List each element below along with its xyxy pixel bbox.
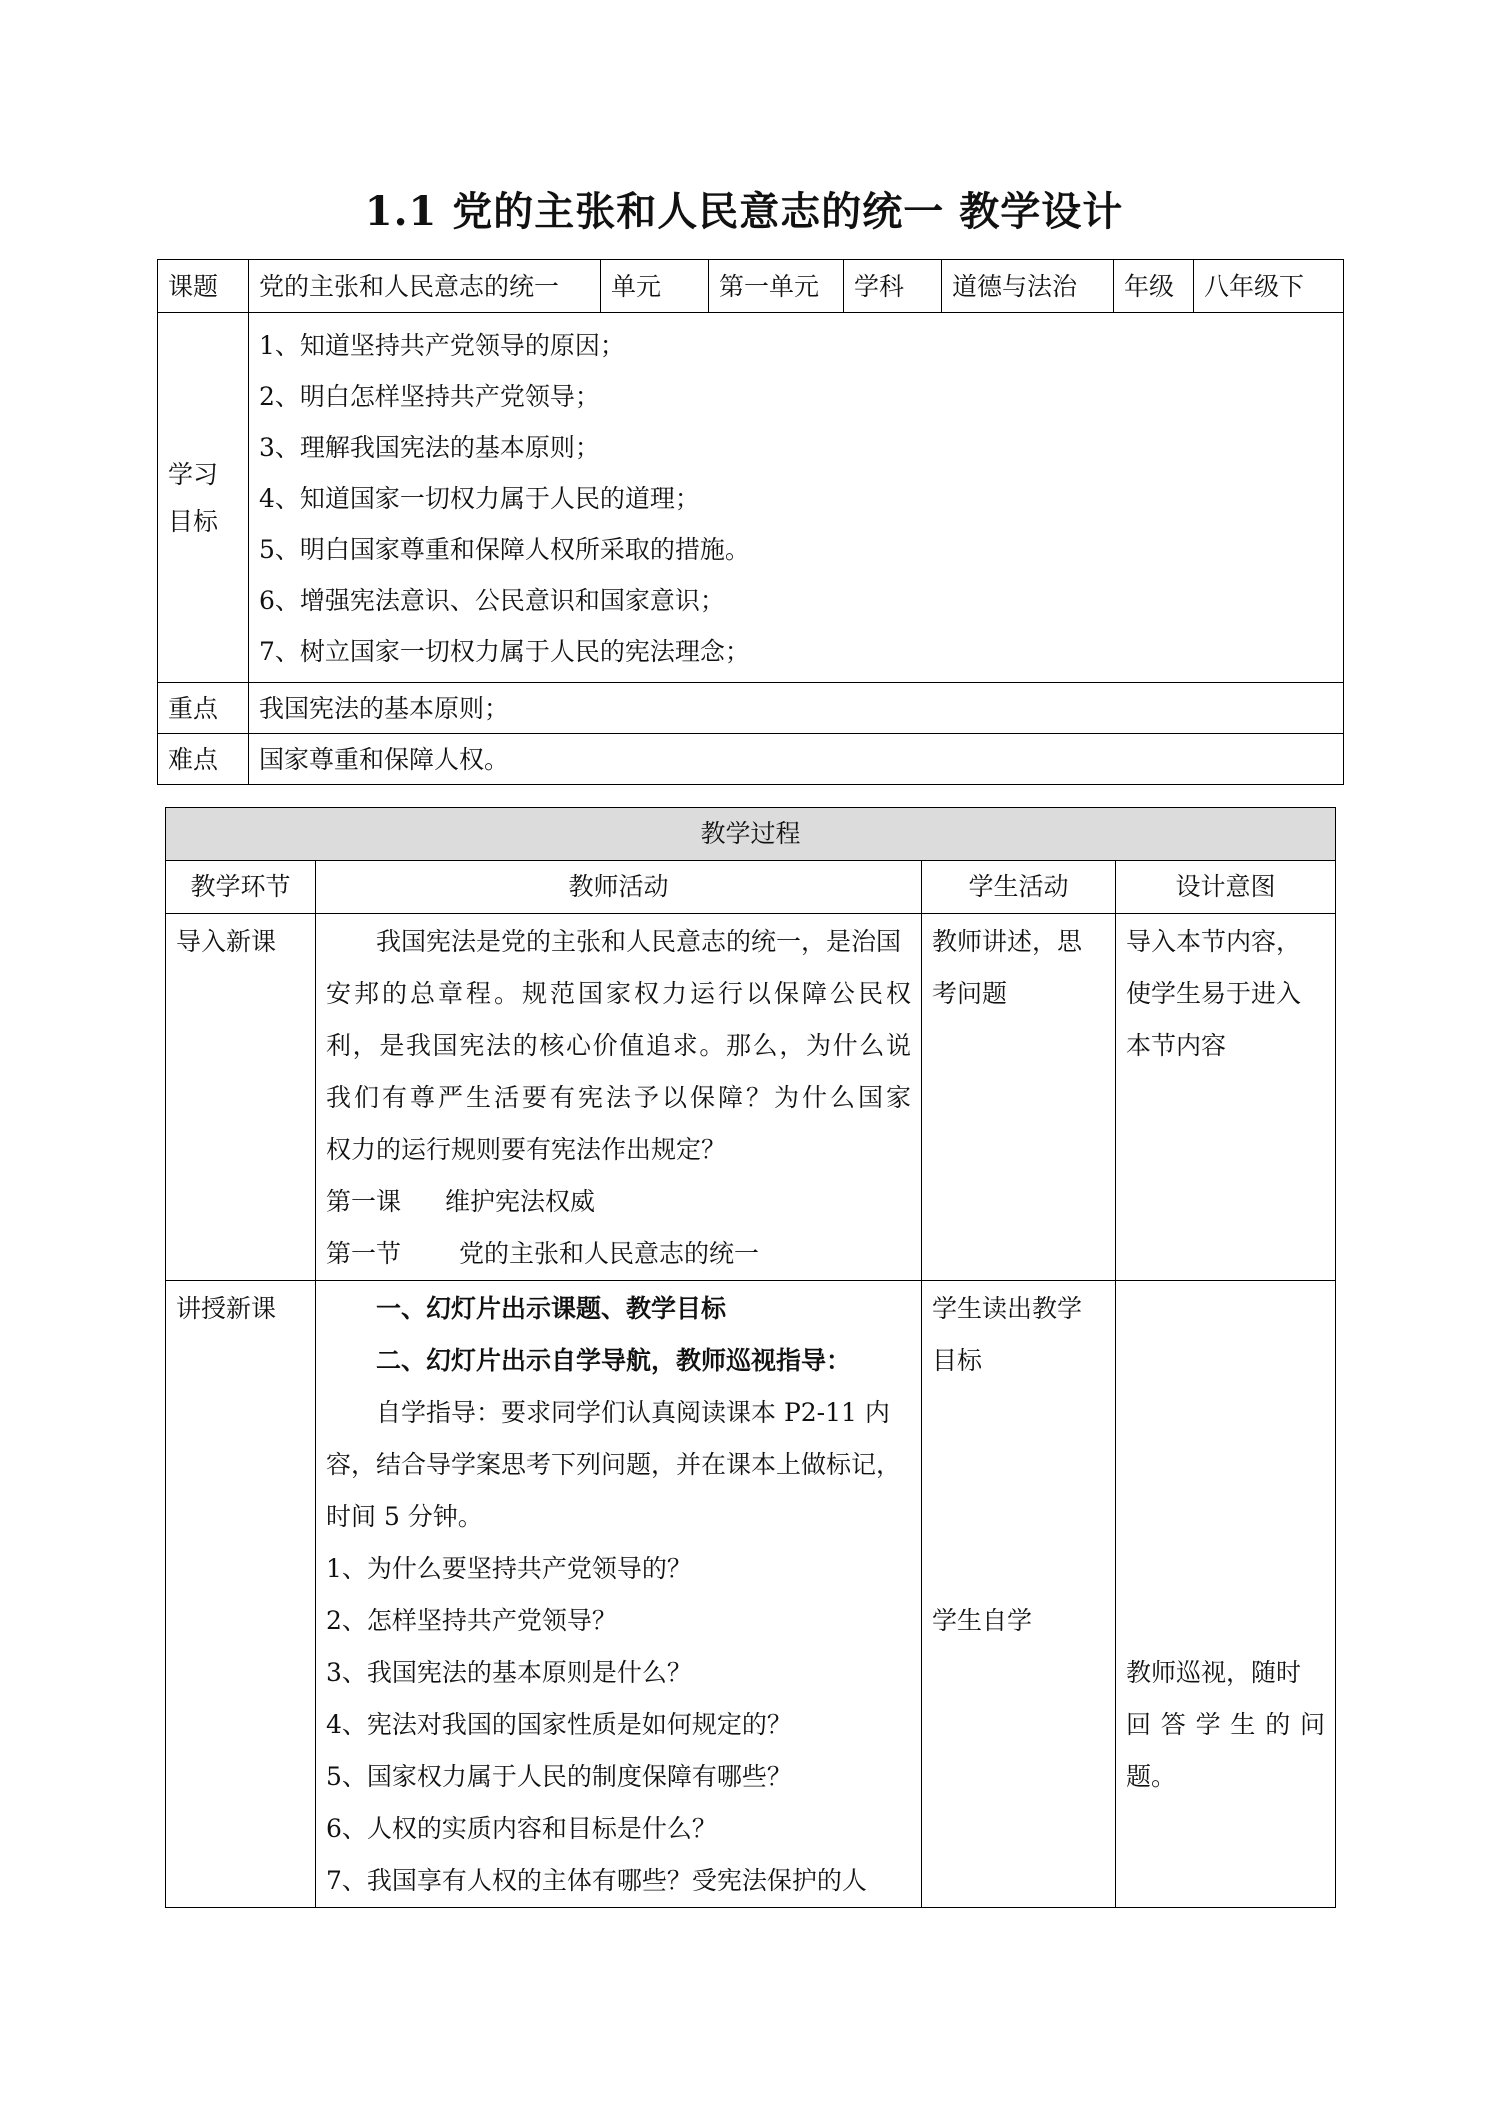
goal-item: 4、知道国家一切权力属于人民的道理； [259, 484, 700, 513]
goals-list [249, 313, 1344, 683]
column-header-teacher: 教师活动 [316, 861, 922, 914]
teach-student-activity [922, 1281, 1116, 1908]
section-title-line [326, 1228, 911, 1280]
process-header: 教学过程 [166, 808, 1336, 861]
teach-design-intent [1116, 1281, 1336, 1908]
difficulty-value: 国家尊重和保障人权。 [249, 734, 1344, 785]
column-header-stage: 教学环节 [166, 861, 316, 914]
unit-label: 单元 [601, 260, 709, 313]
column-header-intent: 设计意图 [1116, 861, 1336, 914]
grade-label: 年级 [1114, 260, 1194, 313]
intro-text-line: 我国宪法是党的主张和人民意志的统一，是治国 [376, 927, 902, 956]
intent-text-line: 本节内容 [1126, 1031, 1227, 1060]
key-point-row [158, 683, 1344, 734]
process-header-row [166, 808, 1336, 861]
question-item: 6、人权的实质内容和目标是什么？ [326, 1814, 717, 1843]
intro-stage: 导入新课 [166, 914, 316, 1281]
intro-design-intent [1116, 914, 1336, 1281]
lesson-number: 第一课 [326, 1187, 402, 1216]
question-item: 7、我国享有人权的主体有哪些？受宪法保护的人 [326, 1866, 867, 1895]
intro-text-line: 权力的运行规则要有宪法作出规定？ [326, 1135, 727, 1164]
intent-text-line: 使学生易于进入 [1126, 979, 1302, 1008]
intro-teacher-activity [316, 914, 922, 1281]
student-self-study: 学生自学 [932, 1606, 1033, 1635]
lesson-name: 维护宪法权威 [445, 1187, 596, 1216]
intent-text-line: 教师巡视，随时 [1126, 1658, 1302, 1687]
intro-text-line: 我们有尊严生活要有宪法予以保障？为什么国家 [326, 1083, 911, 1112]
section-name: 党的主张和人民意志的统一 [459, 1239, 760, 1268]
intent-text-line: 导入本节内容， [1126, 927, 1302, 956]
goal-item: 3、理解我国宪法的基本原则； [259, 433, 600, 462]
key-value: 我国宪法的基本原则； [249, 683, 1344, 734]
difficulty-row [158, 734, 1344, 785]
student-text-line: 学生读出教学 [932, 1294, 1083, 1323]
intent-text-line: 题。 [1126, 1762, 1177, 1791]
key-label: 重点 [158, 683, 249, 734]
lesson-info-table [157, 259, 1344, 785]
guide-text-line: 容，结合导学案思考下列问题，并在课本上做标记， [326, 1450, 902, 1479]
teach-stage: 讲授新课 [166, 1281, 316, 1908]
teach-heading: 一、幻灯片出示课题、教学目标 [376, 1294, 727, 1323]
goals-label-line-1: 学习 [168, 459, 219, 489]
grade-value: 八年级下 [1194, 260, 1344, 313]
goals-row [158, 313, 1344, 683]
column-header-student: 学生活动 [922, 861, 1116, 914]
student-text-line: 教师讲述，思 [932, 927, 1083, 956]
page-title: 1.1 党的主张和人民意志的统一 教学设计 [364, 188, 1124, 235]
topic-label: 课题 [158, 260, 249, 313]
goal-item: 2、明白怎样坚持共产党领导； [259, 382, 600, 411]
intent-text-line: 回答学生的问 [1126, 1710, 1326, 1739]
lesson-title-line [326, 1176, 911, 1228]
intro-text-line: 安邦的总章程。规范国家权力运行以保障公民权 [326, 979, 911, 1008]
goals-label [158, 313, 249, 683]
goals-label-line-2: 目标 [168, 506, 219, 536]
section-number: 第一节 [326, 1239, 402, 1268]
goal-item: 1、知道坚持共产党领导的原因； [259, 331, 625, 360]
lesson-info-row [158, 260, 1344, 313]
guide-text-line: 时间 5 分钟。 [326, 1502, 483, 1531]
question-item: 2、怎样坚持共产党领导？ [326, 1606, 617, 1635]
subject-value: 道德与法治 [942, 260, 1114, 313]
teach-row [166, 1281, 1336, 1908]
difficulty-label: 难点 [158, 734, 249, 785]
question-item: 5、国家权力属于人民的制度保障有哪些？ [326, 1762, 792, 1791]
teaching-process-table [165, 807, 1336, 1908]
teach-teacher-activity [316, 1281, 922, 1908]
column-header-row [166, 861, 1336, 914]
student-text-line: 考问题 [932, 979, 1008, 1008]
question-item: 4、宪法对我国的国家性质是如何规定的？ [326, 1710, 792, 1739]
goal-item: 6、增强宪法意识、公民意识和国家意识； [259, 586, 725, 615]
subject-label: 学科 [844, 260, 942, 313]
guide-text-line: 自学指导：要求同学们认真阅读课本 P2-11 内 [376, 1398, 890, 1427]
intro-row [166, 914, 1336, 1281]
student-text-line: 目标 [932, 1346, 983, 1375]
question-item: 3、我国宪法的基本原则是什么？ [326, 1658, 692, 1687]
intro-text-line: 利，是我国宪法的核心价值追求。那么，为什么说 [326, 1031, 911, 1060]
question-item: 1、为什么要坚持共产党领导的？ [326, 1554, 692, 1583]
teach-heading: 二、幻灯片出示自学导航，教师巡视指导： [376, 1346, 852, 1375]
goal-item: 5、明白国家尊重和保障人权所采取的措施。 [259, 535, 750, 564]
goal-item: 7、树立国家一切权力属于人民的宪法理念； [259, 637, 750, 666]
intro-student-activity [922, 914, 1116, 1281]
unit-value: 第一单元 [709, 260, 844, 313]
topic-value: 党的主张和人民意志的统一 [249, 260, 601, 313]
